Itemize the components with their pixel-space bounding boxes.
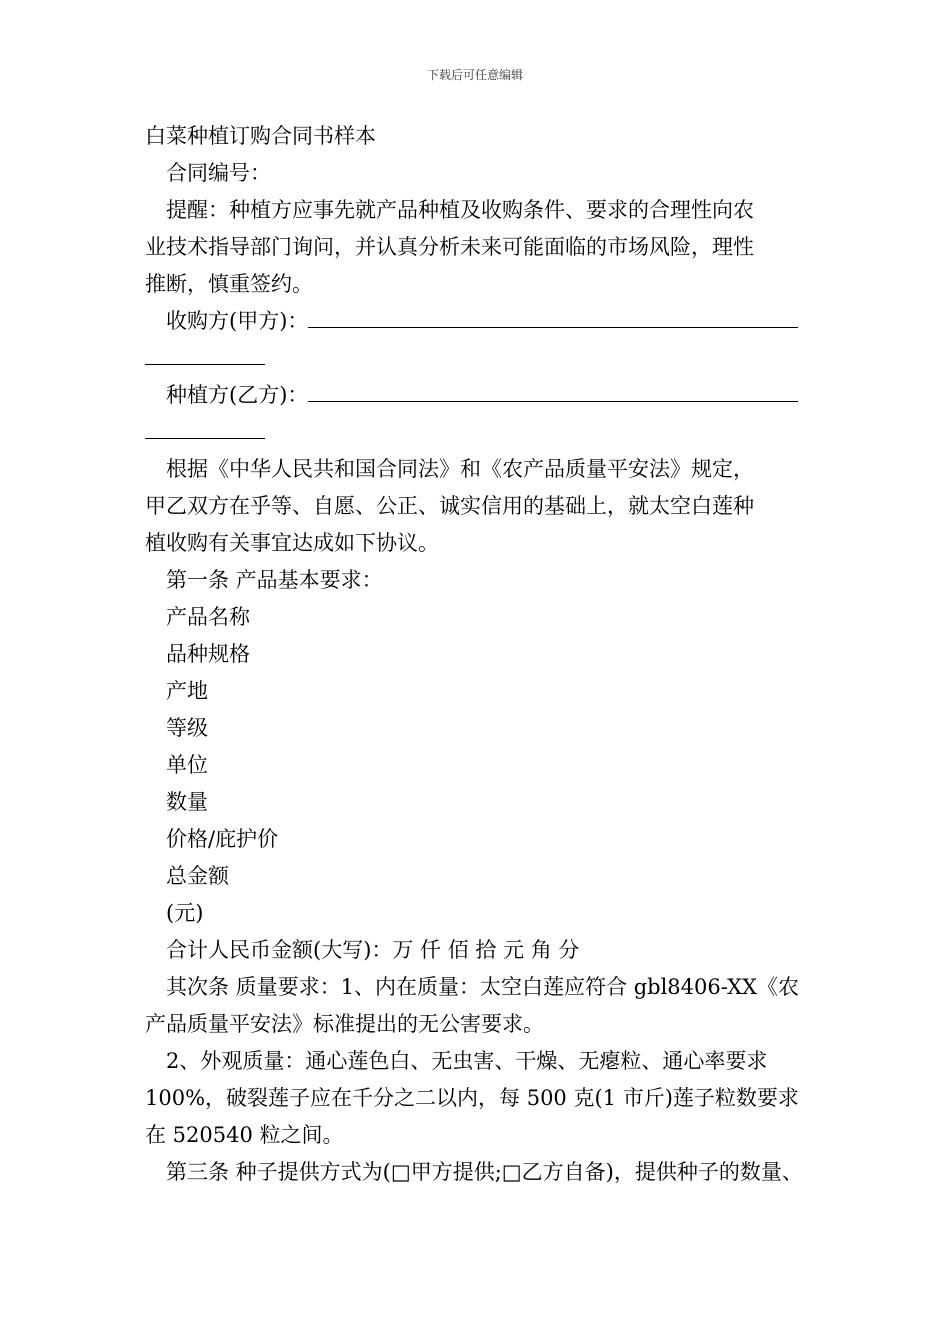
- buyer-blank: [308, 309, 798, 328]
- item-total-amount: 总金额: [166, 864, 229, 888]
- planter-label: 种植方(乙方)：: [166, 383, 309, 407]
- buyer-blank-continued: [145, 364, 265, 365]
- article-1-heading: 第一条 产品基本要求：: [166, 568, 383, 592]
- buyer-line: [145, 303, 820, 340]
- reminder-line: 业技术指导部门询问，并认真分析未来可能面临的市场风险，理性: [145, 235, 754, 259]
- document-title: 白菜种植订购合同书样本: [145, 124, 376, 148]
- basis-line: 甲乙双方在乎等、自愿、公正、诚实信用的基础上，就太空白莲种: [145, 494, 754, 518]
- item-yuan: (元): [166, 901, 204, 925]
- appearance-line: 100%，破裂莲子应在千分之二以内，每 500 克(1 市斤)莲子粒数要求: [145, 1086, 799, 1110]
- item-unit: 单位: [166, 753, 208, 777]
- document-body: [145, 118, 820, 1191]
- buyer-label: 收购方(甲方)：: [166, 309, 309, 333]
- item-price: 价格/庇护价: [166, 827, 279, 851]
- article-3-line: 第三条 种子提供方式为(□甲方提供;□乙方自备)，提供种子的数量、: [166, 1160, 803, 1184]
- page-header: 下载后可任意编辑: [426, 68, 523, 82]
- planter-blank-continued: [145, 438, 265, 439]
- basis-line: 根据《中华人民共和国合同法》和《农产品质量平安法》规定，: [166, 457, 754, 481]
- appearance-line: 2、外观质量：通心莲色白、无虫害、干燥、无瘪粒、通心率要求: [166, 1049, 768, 1073]
- basis-line: 植收购有关事宜达成如下协议。: [145, 531, 439, 555]
- reminder-line: 提醒：种植方应事先就产品种植及收购条件、要求的合理性向农: [166, 198, 754, 222]
- article-2-line: 其次条 质量要求：1、内在质量：太空白莲应符合 gbl8406-XX《农: [166, 975, 800, 999]
- item-variety-spec: 品种规格: [166, 642, 250, 666]
- appearance-line: 在 520540 粒之间。: [145, 1123, 344, 1147]
- item-grade: 等级: [166, 716, 208, 740]
- contract-number-label: 合同编号：: [166, 161, 271, 185]
- planter-line: [145, 377, 820, 414]
- article-2-line: 产品质量平安法》标准提出的无公害要求。: [145, 1012, 544, 1036]
- total-rmb-line: 合计人民币金额(大写)：万 仟 佰 拾 元 角 分: [166, 938, 580, 962]
- reminder-line: 推断，慎重签约。: [145, 272, 313, 296]
- planter-blank: [308, 383, 798, 402]
- item-quantity: 数量: [166, 790, 208, 814]
- item-product-name: 产品名称: [166, 605, 250, 629]
- item-origin: 产地: [166, 679, 208, 703]
